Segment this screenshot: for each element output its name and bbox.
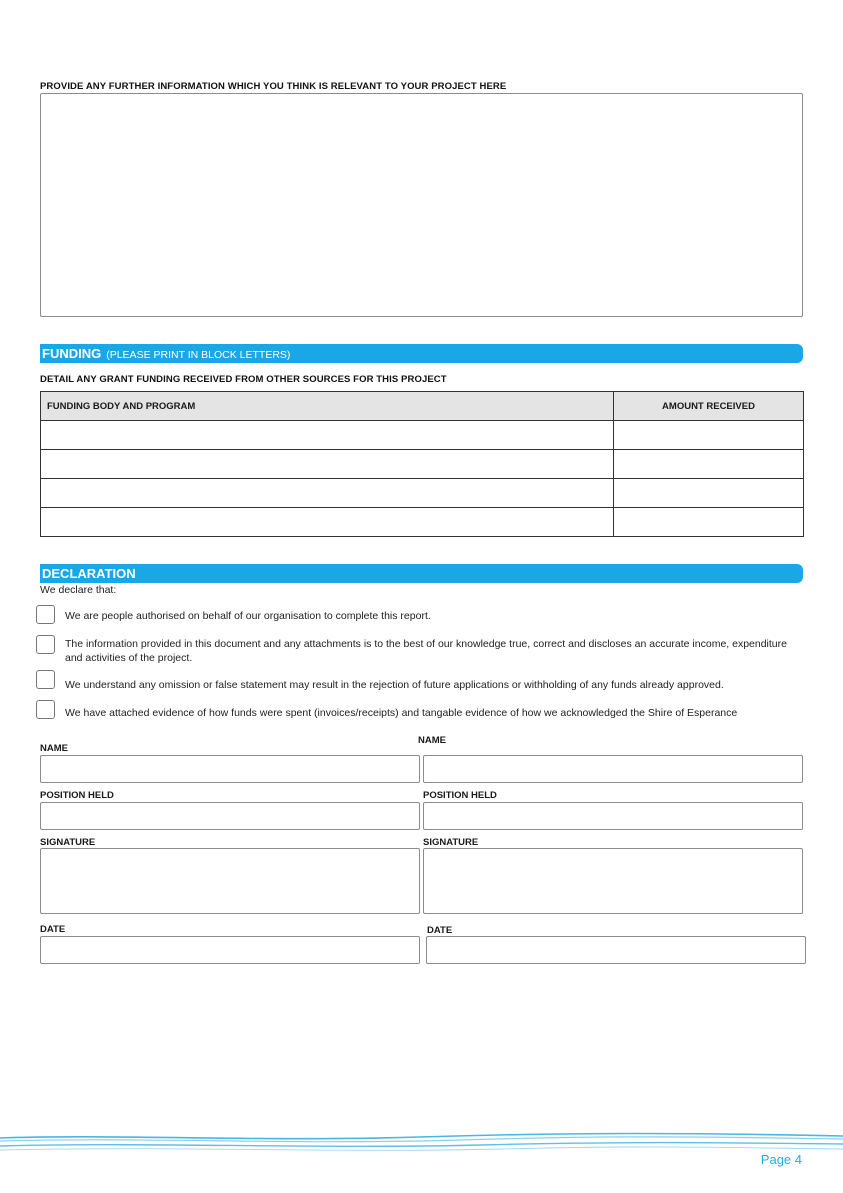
declaration-checkbox[interactable]: [36, 700, 55, 719]
table-row: [41, 508, 804, 537]
declaration-item-text: The information provided in this document and any attachments is to the best of our knowledge true, correct and discloses an accurate income, expenditure and activities of the project.: [65, 638, 787, 664]
name-field-2[interactable]: [423, 755, 803, 783]
funding-body-cell[interactable]: [41, 421, 614, 450]
amount-received-cell[interactable]: [614, 508, 804, 537]
name-label-1: NAME: [40, 743, 68, 754]
declaration-item: [36, 605, 806, 627]
funding-body-column-header: FUNDING BODY AND PROGRAM: [41, 392, 614, 421]
position-held-field-2[interactable]: [423, 802, 803, 830]
position-held-label-1: POSITION HELD: [40, 790, 114, 801]
footer-wave-decoration: [0, 1125, 843, 1161]
declaration-checkbox[interactable]: [36, 605, 55, 624]
funding-instruction: DETAIL ANY GRANT FUNDING RECEIVED FROM OTHER SOURCES FOR THIS PROJECT: [40, 374, 447, 385]
declaration-item: [36, 635, 806, 665]
amount-received-cell[interactable]: [614, 421, 804, 450]
funding-body-cell[interactable]: [41, 508, 614, 537]
funding-section-subtitle: (PLEASE PRINT IN BLOCK LETTERS): [106, 349, 291, 361]
position-held-label-2: POSITION HELD: [423, 790, 497, 801]
amount-received-column-header: AMOUNT RECEIVED: [614, 392, 804, 421]
declaration-item-text: We are people authorised on behalf of our organisation to complete this report.: [65, 610, 431, 622]
amount-received-cell[interactable]: [614, 450, 804, 479]
declaration-checkbox[interactable]: [36, 670, 55, 689]
page-number: Page 4: [760, 1152, 802, 1167]
declaration-section-title: DECLARATION: [42, 566, 136, 581]
table-row: [41, 450, 804, 479]
amount-received-cell[interactable]: [614, 479, 804, 508]
date-field-2[interactable]: [426, 936, 806, 964]
date-label-2: DATE: [427, 925, 453, 936]
table-row: [41, 479, 804, 508]
further-info-label: PROVIDE ANY FURTHER INFORMATION WHICH YOU THINK IS RELEVANT TO YOUR PROJECT HERE: [40, 81, 507, 92]
table-row: [41, 421, 804, 450]
declaration-intro: We declare that:: [40, 584, 117, 596]
declaration-section-header: [40, 564, 803, 583]
signature-label-2: SIGNATURE: [423, 837, 479, 848]
date-field-1[interactable]: [40, 936, 420, 964]
further-info-textarea[interactable]: [40, 93, 803, 317]
declaration-item: [36, 670, 806, 692]
funding-body-cell[interactable]: [41, 450, 614, 479]
date-label-1: DATE: [40, 924, 66, 935]
name-field-1[interactable]: [40, 755, 420, 783]
signature-field-1[interactable]: [40, 848, 420, 914]
declaration-item-text: We have attached evidence of how funds were spent (invoices/receipts) and tangable evidence of how we acknowledged the Shire of Esperance: [65, 707, 738, 719]
declaration-checkbox[interactable]: [36, 635, 55, 654]
funding-section-header: [40, 344, 803, 363]
funding-section-title: FUNDING: [42, 346, 102, 361]
signature-label-1: SIGNATURE: [40, 837, 96, 848]
position-held-field-1[interactable]: [40, 802, 420, 830]
declaration-item-text: We understand any omission or false statement may result in the rejection of future applications or withholding of any funds already approved.: [65, 679, 724, 691]
name-label-2: NAME: [418, 735, 446, 746]
funding-body-cell[interactable]: [41, 479, 614, 508]
funding-table-header-row: [41, 392, 804, 421]
funding-table: [40, 391, 804, 537]
declaration-item: [36, 700, 806, 722]
signature-field-2[interactable]: [423, 848, 803, 914]
